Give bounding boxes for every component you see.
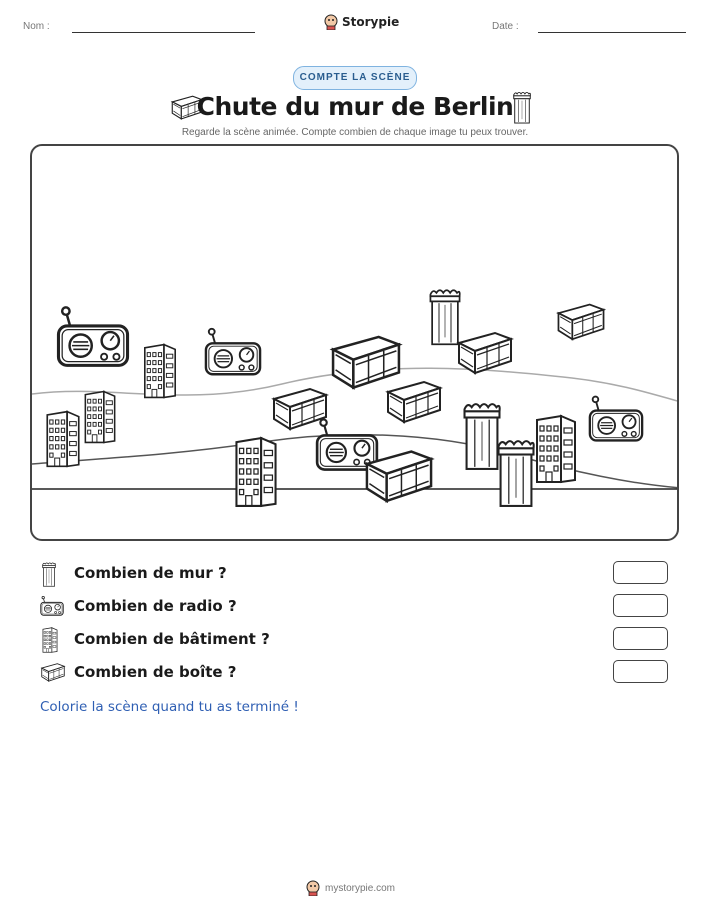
question-label: Combien de radio ? [74,597,237,615]
question-row-radio [40,594,680,620]
box-item [459,333,511,373]
building-item [85,392,114,443]
box-item [333,337,399,388]
activity-badge: COMPTE LA SCÈNE [293,66,417,90]
building-item [236,438,275,506]
answer-box-building[interactable] [613,627,668,650]
answer-box-wall[interactable] [613,561,668,584]
question-label: Combien de bâtiment ? [74,630,270,648]
page-title: Chute du mur de Berlin [196,92,514,121]
scene-panel[interactable] [30,144,679,541]
brand-name: Storypie [342,15,400,29]
name-field-line[interactable] [72,32,255,33]
radio-item [590,397,642,441]
box-item [388,382,440,422]
mascot-icon [324,14,338,30]
wall-item [430,290,459,344]
building-item [537,416,575,482]
box-item [558,305,603,340]
radio-item [58,307,127,365]
answer-box-box[interactable] [613,660,668,683]
radio-item [206,329,260,374]
box-item [274,389,326,429]
footer [306,880,395,896]
date-field-line[interactable] [538,32,686,33]
building-icon [40,627,60,653]
question-row-wall [40,561,680,587]
box-icon [40,660,66,684]
date-label: Date : [492,21,519,32]
wall-item [499,441,534,506]
question-row-building [40,627,680,653]
building-item [145,345,175,398]
question-label: Combien de boîte ? [74,663,237,681]
footer-url[interactable]: mystorypie.com [325,882,396,894]
instructions: Regarde la scène animée. Compte combien de chaque image tu peux trouver. [181,127,529,138]
answer-box-radio[interactable] [613,594,668,617]
wall-icon [511,90,533,124]
scene-illustration [32,146,679,541]
building-item [47,412,78,467]
wall-item [465,404,500,469]
mascot-icon [306,880,320,896]
wall-icon [40,561,58,587]
name-label: Nom : [23,21,50,32]
radio-icon [40,594,64,618]
radio-item [317,419,377,469]
brand-logo [324,14,399,30]
question-label: Combien de mur ? [74,564,227,582]
question-row-box [40,660,680,686]
color-instruction: Colorie la scène quand tu as terminé ! [40,699,299,715]
